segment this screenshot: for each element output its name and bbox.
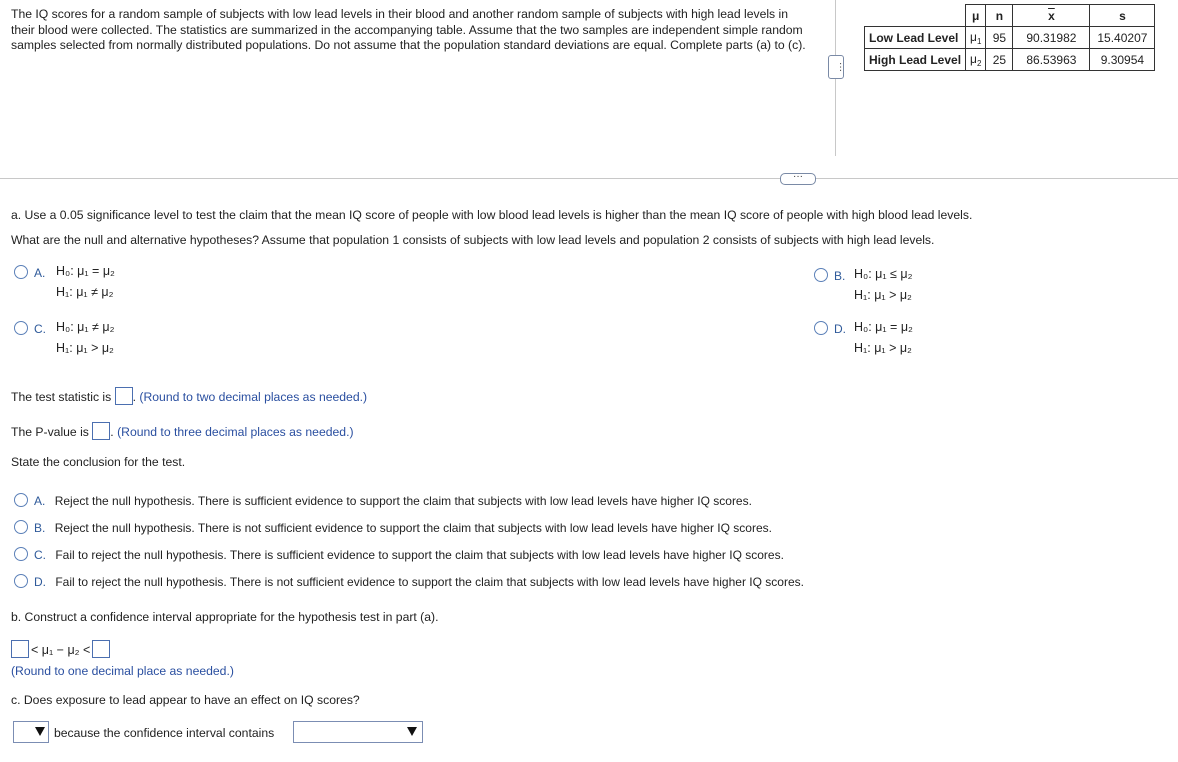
conclusion-label: State the conclusion for the test.: [11, 455, 186, 469]
conclusion-option-c[interactable]: [14, 547, 784, 562]
statistics-table: [864, 4, 1155, 71]
header-mu: μ: [966, 5, 986, 27]
row-label: High Lead Level: [865, 49, 966, 71]
option-letter: B.: [34, 521, 46, 535]
pvalue-label: The P-value is: [11, 425, 89, 439]
table-row: [865, 49, 1155, 71]
part-c-question: c. Does exposure to lead appear to have an effect on IQ scores?: [11, 693, 360, 707]
row-x: 90.31982: [1013, 27, 1090, 49]
option-letter: B.: [834, 269, 846, 283]
hypothesis-option-a[interactable]: [14, 264, 115, 299]
row-mu-sub: 2: [976, 58, 982, 68]
interval-contains-dropdown[interactable]: [293, 721, 423, 743]
horizontal-expand-handle[interactable]: ···: [780, 173, 816, 185]
option-letter: A.: [34, 494, 46, 508]
table-row: [865, 27, 1155, 49]
vertical-expand-handle[interactable]: ···: [828, 55, 844, 79]
radio-icon[interactable]: [14, 520, 28, 534]
part-b-question: b. Construct a confidence interval appropriate for the hypothesis test in part (a).: [11, 610, 439, 624]
option-h1: H₁: μ₁ > μ₂: [854, 341, 912, 355]
row-s: 15.40207: [1090, 27, 1155, 49]
conclusion-option-b[interactable]: [14, 520, 772, 535]
part-a-question: a. Use a 0.05 significance level to test the claim that the mean IQ score of people with low blood lead levels is higher than the mean IQ score of people with high blood lead levels.: [11, 208, 973, 222]
hypothesis-option-b[interactable]: [814, 267, 913, 302]
test-statistic-input[interactable]: [115, 387, 133, 405]
ci-lower-input[interactable]: [11, 640, 29, 658]
option-text: Fail to reject the null hypothesis. There is not sufficient evidence to support the claim that subjects with low lead levels have higher IQ scores.: [55, 575, 804, 589]
header-s: s: [1090, 5, 1155, 27]
row-x: 86.53963: [1013, 49, 1090, 71]
problem-intro: The IQ scores for a random sample of subjects with low lead levels in their blood and another random sample of subjects with high lead levels in their blood were collected. The statistics are summarized in the accompanying table. Assume that the two samples are independent simple random samples selected from normally distributed populations. Do not assume that the population standard deviations are equal. Complete parts (a) to (c).: [11, 7, 806, 52]
option-h0: H₀: μ₁ = μ₂: [56, 264, 115, 278]
table-header-row: [865, 5, 1155, 27]
header-n: n: [986, 5, 1013, 27]
option-h0: H₀: μ₁ ≤ μ₂: [854, 267, 913, 281]
option-h1: H₁: μ₁ > μ₂: [56, 341, 114, 355]
option-letter: A.: [34, 266, 46, 280]
radio-icon[interactable]: [14, 493, 28, 507]
row-label: Low Lead Level: [865, 27, 966, 49]
row-mu: μ: [970, 51, 977, 66]
test-statistic-hint: (Round to two decimal places as needed.): [139, 390, 368, 404]
ci-upper-input[interactable]: [92, 640, 110, 658]
row-n: 95: [986, 27, 1013, 49]
option-h1: H₁: μ₁ > μ₂: [854, 288, 912, 302]
because-text: because the confidence interval contains: [54, 726, 275, 740]
header-x: $\overline{x}$: [1013, 5, 1090, 27]
row-mu: μ: [970, 29, 977, 44]
hypothesis-option-d[interactable]: [814, 320, 913, 355]
option-h0: H₀: μ₁ ≠ μ₂: [56, 320, 115, 334]
chevron-down-icon: [407, 727, 417, 736]
radio-icon[interactable]: [14, 265, 28, 279]
option-h0: H₀: μ₁ = μ₂: [854, 320, 913, 334]
row-n: 25: [986, 49, 1013, 71]
hypothesis-option-c[interactable]: [14, 320, 115, 355]
part-b-hint: (Round to one decimal place as needed.): [11, 664, 234, 678]
confidence-interval-line: [11, 640, 110, 658]
pvalue-line: The P-value is . (Round to three decimal places as needed.): [11, 422, 354, 440]
option-letter: C.: [34, 322, 46, 336]
option-letter: C.: [34, 548, 46, 562]
pvalue-hint: (Round to three decimal places as needed.): [117, 425, 354, 439]
pvalue-input[interactable]: [92, 422, 110, 440]
radio-icon[interactable]: [14, 574, 28, 588]
ci-middle-text: < μ₁ − μ₂ <: [31, 643, 91, 657]
row-mu-sub: 1: [976, 36, 982, 46]
test-statistic-label: The test statistic is: [11, 390, 112, 404]
lead-effect-dropdown[interactable]: [13, 721, 49, 743]
horizontal-divider: [0, 178, 1178, 179]
option-h1: H₁: μ₁ ≠ μ₂: [56, 285, 114, 299]
radio-icon[interactable]: [14, 321, 28, 335]
conclusion-option-a[interactable]: [14, 493, 752, 508]
radio-icon[interactable]: [14, 547, 28, 561]
chevron-down-icon: [35, 727, 45, 736]
row-s: 9.30954: [1090, 49, 1155, 71]
test-statistic-line: The test statistic is . (Round to two decimal places as needed.): [11, 387, 367, 405]
option-text: Reject the null hypothesis. There is sufficient evidence to support the claim that subjects with low lead levels have higher IQ scores.: [54, 494, 752, 508]
hypotheses-question: What are the null and alternative hypotheses? Assume that population 1 consists of subjects with low lead levels and population 2 consists of subjects with high lead levels.: [11, 233, 935, 247]
option-text: Fail to reject the null hypothesis. There is sufficient evidence to support the claim that subjects with low lead levels have higher IQ scores.: [55, 548, 784, 562]
option-letter: D.: [34, 575, 46, 589]
option-letter: D.: [834, 322, 846, 336]
radio-icon[interactable]: [814, 321, 828, 335]
radio-icon[interactable]: [814, 268, 828, 282]
conclusion-option-d[interactable]: [14, 574, 804, 589]
option-text: Reject the null hypothesis. There is not sufficient evidence to support the claim that subjects with low lead levels have higher IQ scores.: [54, 521, 772, 535]
